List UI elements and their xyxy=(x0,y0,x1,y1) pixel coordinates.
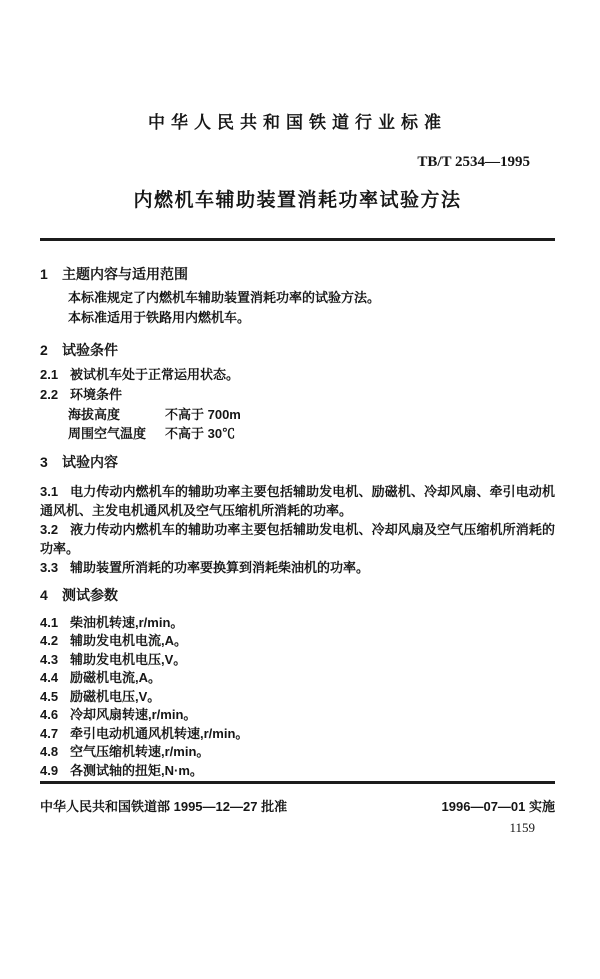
clause xyxy=(40,669,555,688)
clause-number: 4.9 xyxy=(40,762,59,778)
condition-value: 不高于 30℃ xyxy=(165,425,236,441)
clause-text: 辅助发电机电流,A。 xyxy=(70,633,188,648)
clause xyxy=(40,614,555,633)
clause-text: 被试机车处于正常运用状态。 xyxy=(70,366,240,382)
footer-rule xyxy=(40,781,555,784)
section-test-conditions xyxy=(40,340,555,443)
clause xyxy=(40,725,555,744)
clause-number: 3.2 xyxy=(40,521,59,537)
clause-text: 空气压缩机转速,r/min。 xyxy=(70,744,210,759)
clause-text: 牵引电动机通风机转速,r/min。 xyxy=(70,725,249,741)
clause-text: 励磁机电流,A。 xyxy=(70,670,162,685)
clause xyxy=(40,365,555,385)
footer xyxy=(40,797,555,817)
section-title: 主题内容与适用范围 xyxy=(62,265,188,282)
clause-number: 4.2 xyxy=(40,633,59,648)
clause-text: 辅助装置所消耗的功率要换算到消耗柴油机的功率。 xyxy=(70,559,370,575)
section-number: 2 xyxy=(40,341,48,358)
condition-row xyxy=(40,424,555,443)
clause xyxy=(40,651,555,670)
approval-text: 中华人民共和国铁道部 1995—12—27 批准 xyxy=(40,798,288,814)
section-scope xyxy=(40,264,555,328)
clause-text: 柴油机转速,r/min。 xyxy=(70,614,184,630)
section-number: 1 xyxy=(40,265,48,282)
clause xyxy=(40,762,555,781)
document-title: 内燃机车辅助装置消耗功率试验方法 xyxy=(133,190,462,211)
implementation-text: 1996—07—01 实施 xyxy=(441,798,555,814)
section-number: 3 xyxy=(40,453,48,470)
clause xyxy=(40,385,555,405)
clause-number: 3.3 xyxy=(40,559,59,575)
document-page xyxy=(40,112,555,836)
section-heading xyxy=(40,340,555,360)
clause-number: 4.1 xyxy=(40,614,59,630)
clause xyxy=(40,743,555,762)
clause-text: 液力传动内燃机车的辅助功率主要包括辅助发电机、冷却风扇及空气压缩机所消耗的功率。 xyxy=(40,521,555,556)
clause-number: 2.1 xyxy=(40,366,59,382)
condition-label: 周围空气温度 xyxy=(68,425,147,441)
section-measured-parameters xyxy=(40,585,555,781)
section-title: 测试参数 xyxy=(62,586,118,603)
paragraph: 本标准规定了内燃机车辅助装置消耗功率的试验方法。 xyxy=(68,289,381,305)
clause-number: 4.6 xyxy=(40,707,59,722)
clause xyxy=(40,520,555,558)
clause-text: 环境条件 xyxy=(70,386,123,402)
clause-text: 辅助发电机电压,V。 xyxy=(70,651,187,667)
clause-text: 冷却风扇转速,r/min。 xyxy=(70,707,197,722)
section-title: 试验内容 xyxy=(62,453,118,470)
condition-label: 海拔高度 xyxy=(68,406,121,422)
clause-text: 各测试轴的扭矩,N·m。 xyxy=(70,762,203,778)
clause xyxy=(40,632,555,651)
clause-number: 4.5 xyxy=(40,688,59,704)
clause xyxy=(40,482,555,520)
section-heading xyxy=(40,264,555,284)
clause xyxy=(40,688,555,707)
standard-number: TB/T 2534—1995 xyxy=(417,154,530,170)
clause-number: 4.4 xyxy=(40,670,59,685)
section-heading xyxy=(40,452,555,472)
clause-number: 4.7 xyxy=(40,725,59,741)
section-number: 4 xyxy=(40,586,48,603)
condition-value: 不高于 700m xyxy=(165,406,241,422)
page-number: 1159 xyxy=(509,819,535,835)
clause xyxy=(40,706,555,725)
section-title: 试验条件 xyxy=(62,341,118,358)
clause-text: 励磁机电压,V。 xyxy=(70,688,161,704)
clause xyxy=(40,558,555,577)
header-rule xyxy=(40,238,555,241)
condition-row xyxy=(40,405,555,424)
org-header: 中华人民共和国铁道行业标准 xyxy=(148,113,447,132)
clause-number: 4.3 xyxy=(40,651,59,667)
section-test-content xyxy=(40,452,555,577)
clause-number: 3.1 xyxy=(40,483,59,499)
section-heading xyxy=(40,585,555,605)
paragraph: 本标准适用于铁路用内燃机车。 xyxy=(68,309,251,325)
clause-number: 2.2 xyxy=(40,386,59,402)
clause-number: 4.8 xyxy=(40,744,59,759)
clause-text: 电力传动内燃机车的辅助功率主要包括辅助发电机、励磁机、冷却风扇、牵引电动机通风机、主发电机通风机及空气压缩机所消耗的功率。 xyxy=(40,483,555,518)
